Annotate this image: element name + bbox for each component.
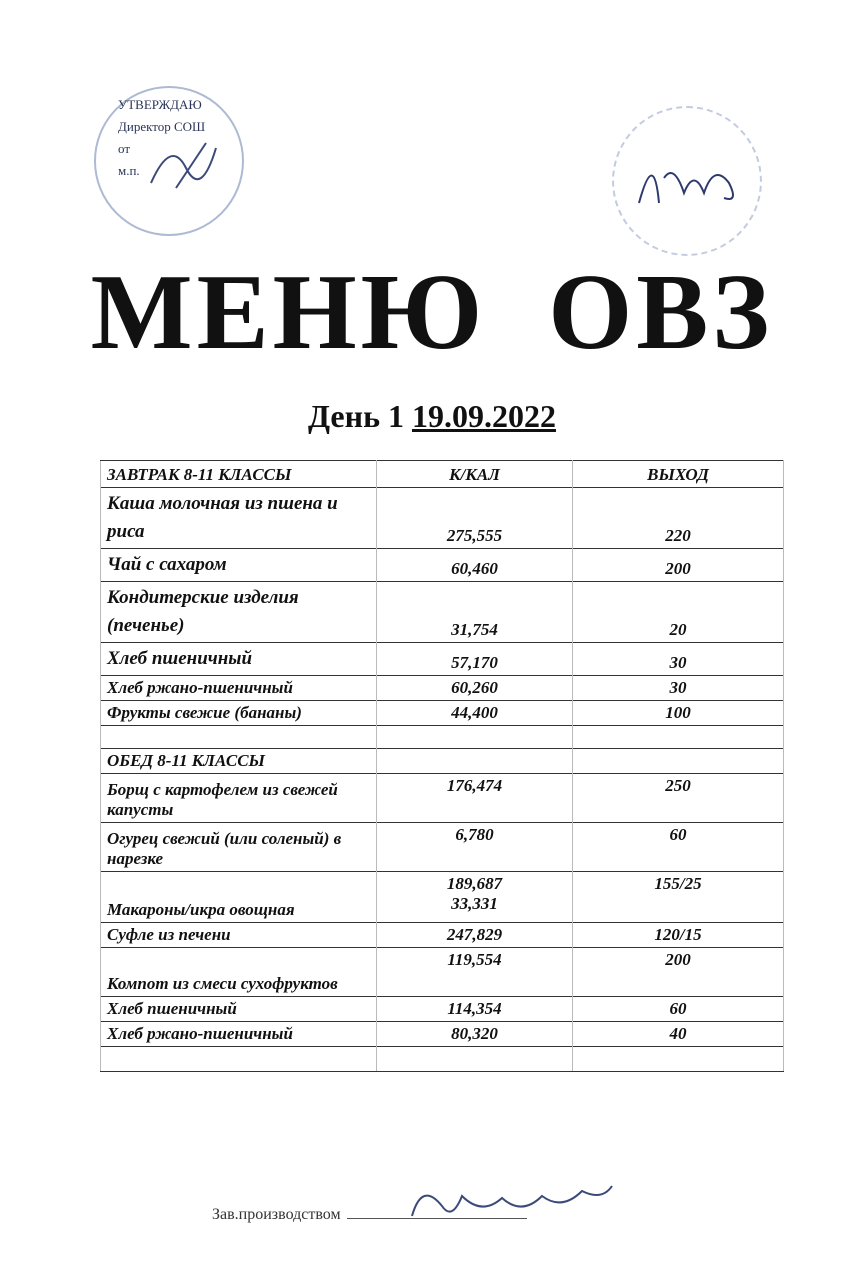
dish-kcal: 176,474	[377, 774, 573, 823]
dish-output: 60	[573, 823, 784, 872]
dish-kcal: 275,555	[377, 488, 573, 549]
breakfast-header: ЗАВТРАК 8-11 КЛАССЫ	[101, 461, 377, 488]
dish-output: 155/25	[573, 872, 784, 923]
table-row	[101, 643, 784, 676]
stamp-director-text: Директор СОШ	[118, 119, 206, 134]
dish-kcal: 6,780	[377, 823, 573, 872]
dish-kcal: 80,320	[377, 1022, 573, 1047]
director-signature	[146, 128, 236, 198]
kcal-column-header: К/КАЛ	[377, 461, 573, 488]
dish-name: Каша молочная из пшена и риса	[101, 488, 377, 549]
dish-output: 200	[573, 948, 784, 997]
lunch-header: ОБЕД 8-11 КЛАССЫ	[101, 749, 377, 774]
dish-name: Фрукты свежие (бананы)	[101, 701, 377, 726]
day-date: 19.09.2022	[411, 398, 556, 434]
dish-output: 60	[573, 997, 784, 1022]
dish-name: Борщ с картофелем из свежей капусты	[101, 774, 377, 823]
empty-row	[101, 1047, 784, 1072]
dish-name: Чай с сахаром	[101, 549, 377, 582]
stamp-mp-text: м.п.	[118, 163, 140, 178]
stamp-from-text: от	[118, 141, 131, 156]
table-row	[101, 823, 784, 872]
dish-kcal: 119,554	[377, 948, 573, 997]
dish-kcal-second: 33,331	[451, 894, 498, 913]
dish-kcal: 57,170	[377, 643, 573, 676]
dish-kcal-pair	[377, 872, 573, 923]
table-row	[101, 701, 784, 726]
dish-output: 30	[573, 643, 784, 676]
dish-kcal: 31,754	[377, 582, 573, 643]
lunch-header-row	[101, 749, 784, 774]
table-row	[101, 582, 784, 643]
footer	[212, 1206, 527, 1224]
table-row	[101, 997, 784, 1022]
dish-name: Хлеб ржано-пшеничный	[101, 676, 377, 701]
seal-stamp	[612, 106, 762, 256]
dish-kcal: 60,260	[377, 676, 573, 701]
day-heading	[0, 398, 864, 435]
dish-name: Хлеб пшеничный	[101, 997, 377, 1022]
dish-name: Кондитерские изделия (печенье)	[101, 582, 377, 643]
day-label: День 1	[308, 398, 404, 434]
dish-kcal: 44,400	[377, 701, 573, 726]
dish-kcal: 60,460	[377, 549, 573, 582]
table-row	[101, 923, 784, 948]
table-row	[101, 488, 784, 549]
dish-output: 120/15	[573, 923, 784, 948]
dish-output: 250	[573, 774, 784, 823]
menu-table	[100, 460, 784, 1072]
dish-kcal: 114,354	[377, 997, 573, 1022]
dish-kcal: 189,687	[446, 874, 503, 893]
table-row	[101, 676, 784, 701]
seal-signature	[614, 108, 764, 258]
dish-output: 220	[573, 488, 784, 549]
table-row	[101, 948, 784, 997]
dish-name: Суфле из печени	[101, 923, 377, 948]
dish-output: 30	[573, 676, 784, 701]
table-row	[101, 774, 784, 823]
empty-row	[101, 726, 784, 749]
table-row	[101, 1022, 784, 1047]
page-title: МЕНЮ ОВЗ	[90, 253, 774, 372]
dish-output: 40	[573, 1022, 784, 1047]
dish-name: Хлеб ржано-пшеничный	[101, 1022, 377, 1047]
production-manager-label: Зав.производством	[212, 1206, 341, 1223]
output-column-header: ВЫХОД	[573, 461, 784, 488]
approval-stamp	[94, 86, 244, 236]
dish-kcal: 247,829	[377, 923, 573, 948]
dish-name: Хлеб пшеничный	[101, 643, 377, 676]
stamp-approve-text: УТВЕРЖДАЮ	[118, 97, 202, 112]
dish-name: Огурец свежий (или соленый) в нарезке	[101, 823, 377, 872]
manager-signature	[402, 1176, 622, 1236]
dish-output: 20	[573, 582, 784, 643]
dish-name: Компот из смеси сухофруктов	[101, 948, 377, 997]
dish-name: Макароны/икра овощная	[101, 872, 377, 923]
table-row	[101, 872, 784, 923]
dish-output: 200	[573, 549, 784, 582]
dish-output: 100	[573, 701, 784, 726]
table-row	[101, 549, 784, 582]
table-header-row	[101, 461, 784, 488]
